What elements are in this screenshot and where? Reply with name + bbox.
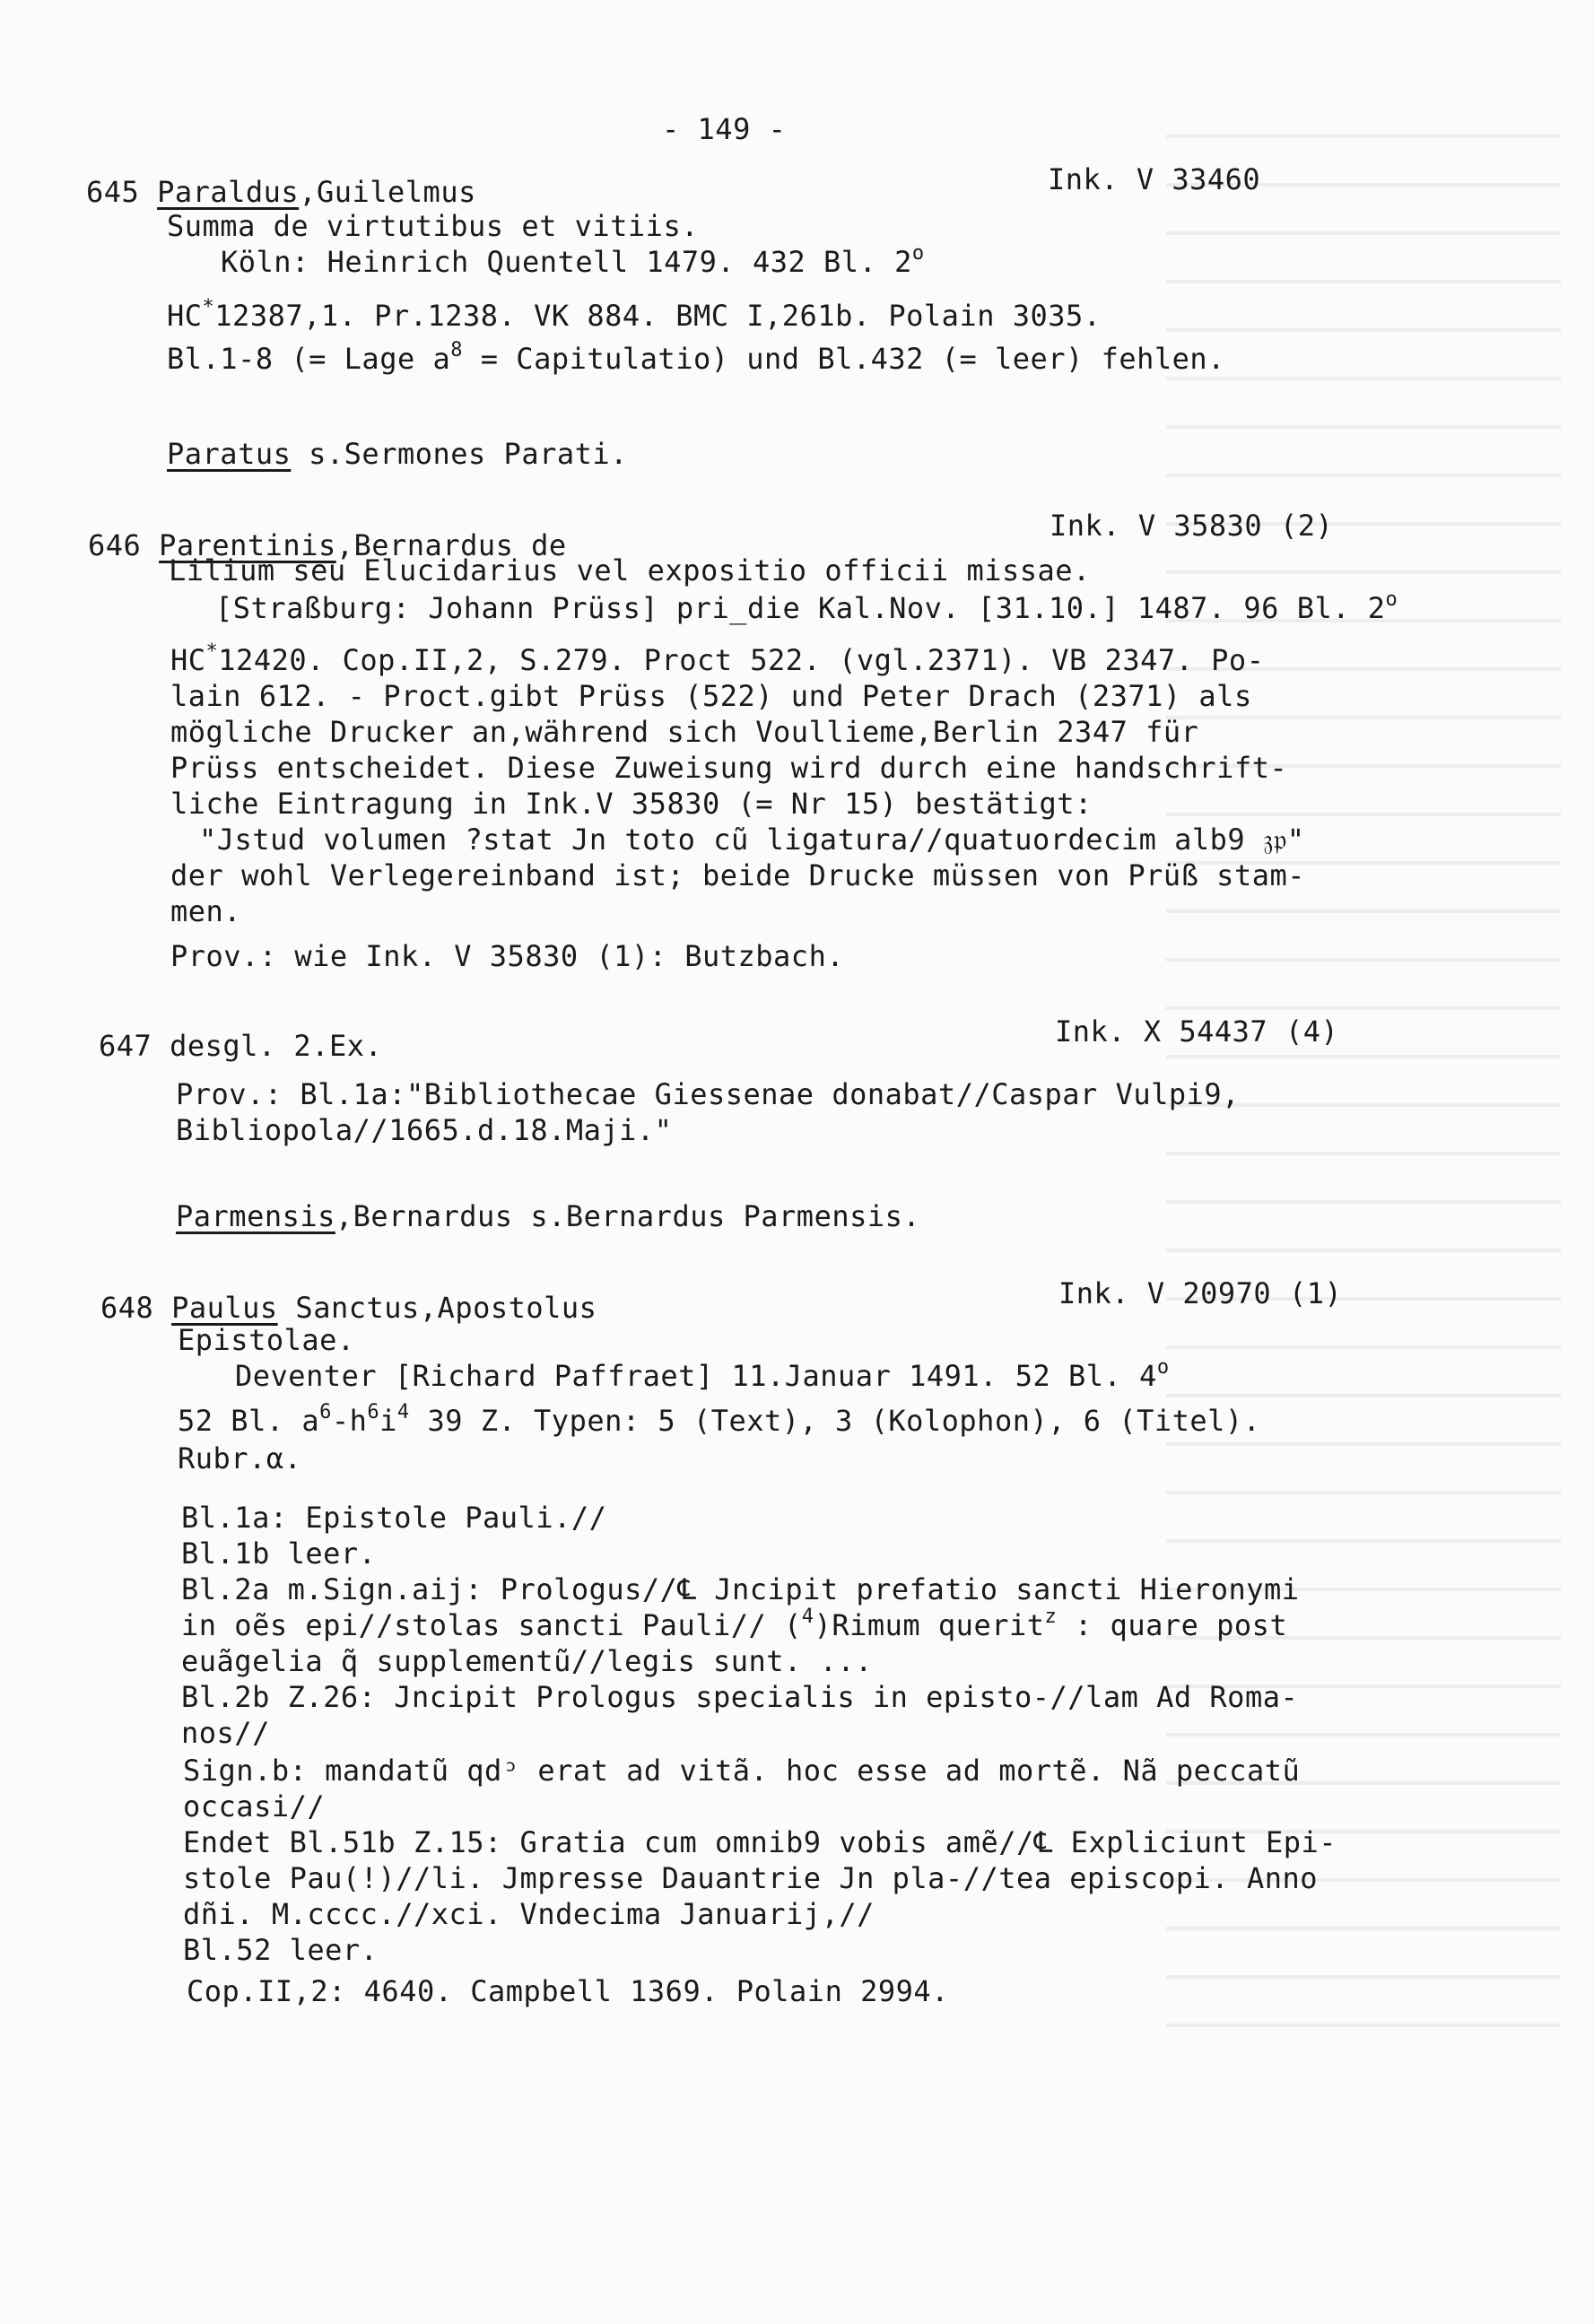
rubrication: Rubr.⍺. (178, 1441, 302, 1475)
cross-reference-parmensis: Parmensis,Bernardus s.Bernardus Parmensis. (176, 1199, 921, 1233)
title: Epistolae. (178, 1323, 355, 1357)
author-surname: Paraldus (157, 175, 300, 209)
description-line: Bl.1a: Epistole Pauli.// (181, 1501, 607, 1535)
author-forename: Sanctus,Apostolus (277, 1291, 597, 1325)
description-line: Bl.52 leer. (183, 1933, 379, 1967)
shelfmark: Ink. V 35830 (2) (1050, 509, 1334, 543)
author-forename: ,Guilelmus (299, 175, 476, 209)
title: Lilium seu Elucidarius vel expositio officii missae. (169, 553, 1091, 588)
description-line: in oẽs epi//stolas sancti Pauli// ($^4$)Rimum querit$^z$ : quare post (181, 1606, 1288, 1642)
provenance: Prov.: Bl.1a:"Bibliothecae Giessenae donabat//Caspar Vulpi9, (176, 1077, 1240, 1111)
note: Bl.1-8 (= Lage $a^8$ = Capitulatio) und Bl.432 (= leer) fehlen. (167, 339, 1225, 376)
description-line: der wohl Verlegereinband ist; beide Drucke müssen von Prüß stam- (170, 858, 1305, 892)
cross-reference-paratus: Paratus s.Sermones Parati. (167, 437, 628, 471)
imprint: Deventer [Richard Paffraet] 11.Januar 1491. 52 Bl. 4$^o$ (235, 1356, 1170, 1393)
description-line: Bl.2b Z.26: Jncipit Prologus specialis in episto-//lam Ad Roma- (181, 1680, 1299, 1714)
page-number: - 149 - (662, 112, 787, 146)
description-line: HC*12420. Cop.II,2, S.279. Proct 522. (vgl.2371). VB 2347. Po- (170, 640, 1265, 677)
description-line: Bl.1b leer. (181, 1536, 377, 1571)
entry-number: 646 (88, 528, 142, 562)
shelfmark: Ink. X 54437 (4) (1055, 1014, 1339, 1049)
description-line: Endet Bl.51b Z.15: Gratia cum omnib9 vobis amẽ//℄ Expliciunt Epi- (183, 1825, 1337, 1859)
shelfmark: Ink. V 20970 (1) (1058, 1276, 1343, 1310)
imprint: [Straßburg: Johann Prüss] pri_die Kal.Nov. [31.10.] 1487. 96 Bl. 2$^o$ (215, 588, 1398, 625)
collation: 52 Bl. $a^6-h^6i^4$ 39 Z. Typen: 5 (Text), 3 (Kolophon), 6 (Titel). (178, 1401, 1261, 1438)
references: HC*12387,1. Pr.1238. VK 884. BMC I,261b. Polain 3035. (167, 296, 1102, 333)
description-line: dñi. M.cccc.//xci. Vndecima Januarij,// (183, 1897, 875, 1931)
provenance: Prov.: wie Ink. V 35830 (1): Butzbach. (170, 939, 845, 973)
entry-number: 647 (99, 1029, 152, 1063)
references: Cop.II,2: 4640. Campbell 1369. Polain 2994. (187, 1974, 949, 2008)
shelfmark: Ink. V 33460 (1048, 162, 1261, 196)
entry-number: 648 (100, 1291, 154, 1325)
provenance-cont: Bibliopola//1665.d.18.Maji." (176, 1113, 673, 1147)
author-forename: ,Bernardus de (335, 528, 567, 562)
description-line: Sign.b: mandatũ qdᵓ erat ad vitã. hoc esse ad mortẽ. Nã peccatũ (183, 1754, 1301, 1788)
entry-text: desgl. 2.Ex. (170, 1029, 383, 1063)
quotation-line: "Jstud volumen ?stat Jn toto cũ ligatura//quatuordecim alb9 𝔷𝔭" (199, 823, 1305, 857)
description-line: men. (170, 894, 242, 928)
entry-number: 645 (86, 175, 140, 209)
description-line: stole Pau(!)//li. Jmpresse Dauantrie Jn pla-//tea episcopi. Anno (183, 1861, 1318, 1895)
description-line: occasi// (183, 1789, 326, 1824)
description-line: nos// (181, 1716, 270, 1750)
description-line: Bl.2a m.Sign.aij: Prologus//℄ Jncipit prefatio sancti Hieronymi (181, 1572, 1300, 1606)
title: Summa de virtutibus et vitiis. (167, 209, 699, 243)
description-line: euãgelia q̃ supplementũ//legis sunt. ... (181, 1644, 873, 1678)
description-line: lain 612. - Proct.gibt Prüss (522) und Peter Drach (2371) als (170, 679, 1252, 713)
description-line: liche Eintragung in Ink.V 35830 (= Nr 15) bestätigt: (170, 787, 1093, 821)
author-surname: Paulus (171, 1291, 278, 1325)
description-line: Prüss entscheidet. Diese Zuweisung wird durch eine handschrift- (170, 751, 1288, 785)
description-line: mögliche Drucker an,während sich Voullieme,Berlin 2347 für (170, 715, 1199, 749)
imprint: Köln: Heinrich Quentell 1479. 432 Bl. 2$^o$ (221, 242, 925, 279)
author-surname: Parentinis (159, 528, 336, 562)
